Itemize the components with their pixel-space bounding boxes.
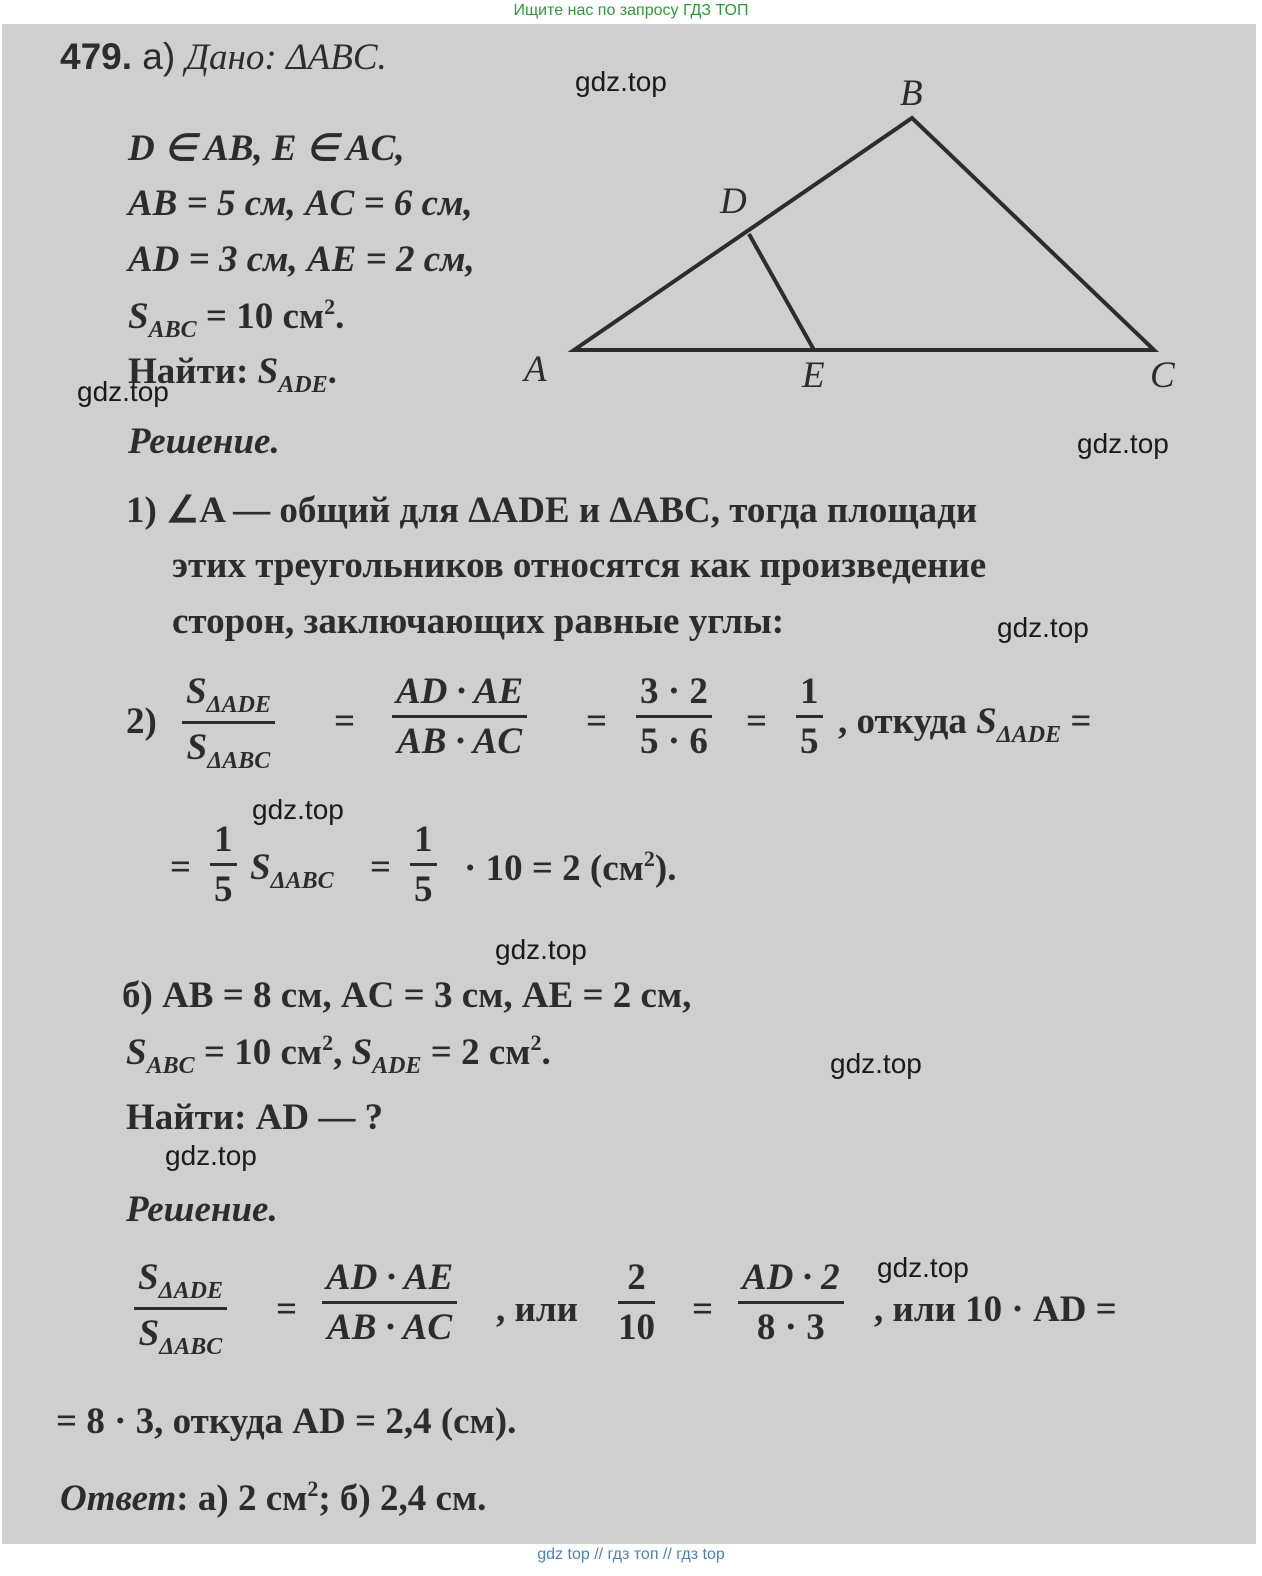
segment-de: [749, 234, 814, 350]
area-value: = 10 см: [196, 296, 325, 337]
area-value: = 10 см: [194, 1032, 323, 1073]
step2-tail: [838, 700, 1091, 749]
watermark: gdz.top: [165, 1140, 257, 1171]
fraction-numerator: 3 · 2: [636, 670, 712, 718]
equals-sign: =: [334, 701, 356, 742]
area-subscript: ΔABC: [159, 1334, 223, 1360]
step2-prefix: 2): [126, 701, 157, 742]
square-superscript: 2: [324, 294, 336, 319]
watermark: gdz.top: [830, 1048, 922, 1079]
step1-line-3: сторон, заключающих равные углы:: [172, 601, 785, 642]
square-superscript: 2: [307, 1476, 319, 1501]
area-symbol: S: [250, 847, 271, 888]
area-subscript: ΔABC: [207, 748, 271, 774]
bottom-banner-link[interactable]: gdz top // гдз топ // гдз top: [537, 1546, 725, 1563]
part-b-condition-1: б) AB = 8 см, AC = 3 см, AE = 2 см,: [122, 975, 692, 1016]
fraction-numerator: 1: [410, 818, 437, 866]
fraction-numerator: AD · 2: [738, 1256, 844, 1304]
vertex-label-e: E: [802, 355, 825, 396]
area-symbol: S: [128, 296, 149, 337]
triangle-abc: [574, 118, 1154, 350]
part-a-label: а): [142, 36, 186, 77]
vertex-label-c: C: [1150, 355, 1175, 396]
fraction-denominator: 5: [414, 869, 433, 910]
area-symbol: S: [186, 671, 207, 712]
result-end: ).: [654, 848, 677, 889]
condition-line-1: D ∈ AB, E ∈ AC,: [128, 128, 405, 169]
equals-sign: =: [1061, 701, 1092, 742]
answer-label: Ответ: [60, 1478, 177, 1519]
area-subscript: ABC: [146, 1053, 195, 1079]
fraction-area-ratio: [134, 1256, 227, 1361]
fraction-sides: [322, 1256, 457, 1349]
period: .: [335, 296, 345, 337]
fraction-one-fifth: [210, 818, 237, 911]
given-label: Дано: [185, 37, 265, 78]
area-subscript: ΔABC: [270, 868, 334, 894]
fraction-two-tenths: [618, 1256, 655, 1349]
fraction-denominator: 5 · 6: [640, 721, 708, 762]
fraction-denominator: AB · AC: [397, 721, 523, 762]
watermark: gdz.top: [877, 1252, 969, 1283]
fraction-denominator: AB · AC: [327, 1307, 453, 1348]
equals-sign: =: [370, 847, 392, 888]
area-symbol: S: [126, 1032, 147, 1073]
area-symbol: S: [138, 1313, 160, 1354]
area-subscript: ADE: [372, 1053, 422, 1079]
find-label: Найти:: [128, 351, 258, 392]
fraction-denominator: 5: [214, 869, 233, 910]
area-subscript: ADE: [278, 372, 328, 398]
equals-sign: =: [170, 847, 192, 888]
square-superscript: 2: [322, 1030, 334, 1055]
part-b-final: = 8 · 3, откуда AD = 2,4 (см).: [56, 1401, 517, 1442]
equals-sign: =: [746, 701, 768, 742]
area-value: = 2 см: [421, 1032, 531, 1073]
part-b-condition-2: [126, 1030, 551, 1080]
condition-line-4: [128, 294, 344, 344]
or-text: , или 10 · AD =: [874, 1289, 1117, 1330]
fraction-ad-expression: [738, 1256, 844, 1349]
fraction-area-ratio: [182, 670, 275, 775]
condition-line-2: AB = 5 см, AC = 6 см,: [128, 183, 473, 224]
equals-sign: =: [276, 1289, 298, 1330]
fraction-numerator: 2: [618, 1256, 655, 1304]
fraction-numbers: [636, 670, 712, 763]
part-b-solution-heading: Решение.: [126, 1189, 278, 1230]
fraction-denominator: 8 · 3: [756, 1307, 825, 1348]
or-text: , или: [496, 1289, 578, 1330]
fraction-one-fifth: [796, 670, 823, 763]
fraction-denominator: 10: [618, 1307, 655, 1348]
top-banner-link[interactable]: Ищите нас по запросу ГДЗ ТОП: [513, 2, 749, 19]
answer-text: ; б) 2,4 см.: [318, 1478, 487, 1519]
square-superscript: 2: [530, 1030, 542, 1055]
fraction-numerator: 1: [796, 670, 823, 718]
equals-sign: =: [692, 1289, 714, 1330]
given-triangle: : ΔABC.: [264, 37, 387, 78]
result-text: · 10 = 2 (см: [464, 848, 644, 889]
tail-text: , откуда: [838, 701, 977, 742]
period: .: [541, 1032, 551, 1073]
scanned-page: [2, 24, 1256, 1544]
find-line: [128, 350, 337, 399]
fraction-numerator: AD · AE: [322, 1256, 457, 1304]
square-superscript: 2: [643, 846, 655, 871]
step2-result: [464, 846, 676, 890]
answer-text: : а) 2 см: [176, 1478, 308, 1519]
area-abc-term: [250, 846, 334, 895]
vertex-label-d: D: [720, 181, 747, 222]
answer-line: [60, 1476, 486, 1520]
separator: ,: [333, 1032, 352, 1073]
area-symbol: S: [976, 701, 997, 742]
step1-line-2: этих треугольников относятся как произведение: [172, 545, 987, 586]
fraction-numerator: 1: [210, 818, 237, 866]
area-symbol: S: [351, 1032, 373, 1073]
fraction-numerator: AD · AE: [392, 670, 527, 718]
area-symbol: S: [138, 1257, 159, 1298]
solution-heading: Решение.: [128, 421, 280, 462]
period: .: [327, 351, 337, 392]
fraction-one-fifth: [410, 818, 437, 911]
watermark: gdz.top: [575, 66, 667, 97]
area-symbol: S: [257, 351, 279, 392]
problem-number: 479.: [60, 36, 133, 77]
step1-line-1: 1) ∠A — общий для ΔADE и ΔABC, тогда площади: [126, 490, 978, 531]
watermark: gdz.top: [77, 376, 169, 407]
area-subscript: ABC: [148, 317, 197, 343]
condition-line-3: AD = 3 см, AE = 2 см,: [128, 239, 475, 280]
watermark: gdz.top: [495, 934, 587, 965]
area-subscript: ΔADE: [206, 692, 271, 718]
vertex-label-b: B: [900, 73, 923, 114]
watermark: gdz.top: [1077, 428, 1169, 459]
problem-header: [60, 36, 387, 79]
watermark: gdz.top: [997, 612, 1089, 643]
fraction-denominator: 5: [800, 721, 819, 762]
area-subscript: ΔADE: [996, 722, 1062, 748]
part-b-find: Найти: AD — ?: [126, 1097, 384, 1138]
area-symbol: S: [186, 727, 208, 768]
fraction-sides: [392, 670, 527, 763]
vertex-label-a: A: [524, 349, 547, 390]
watermark: gdz.top: [252, 794, 344, 825]
equals-sign: =: [586, 701, 608, 742]
area-subscript: ΔADE: [158, 1278, 223, 1304]
